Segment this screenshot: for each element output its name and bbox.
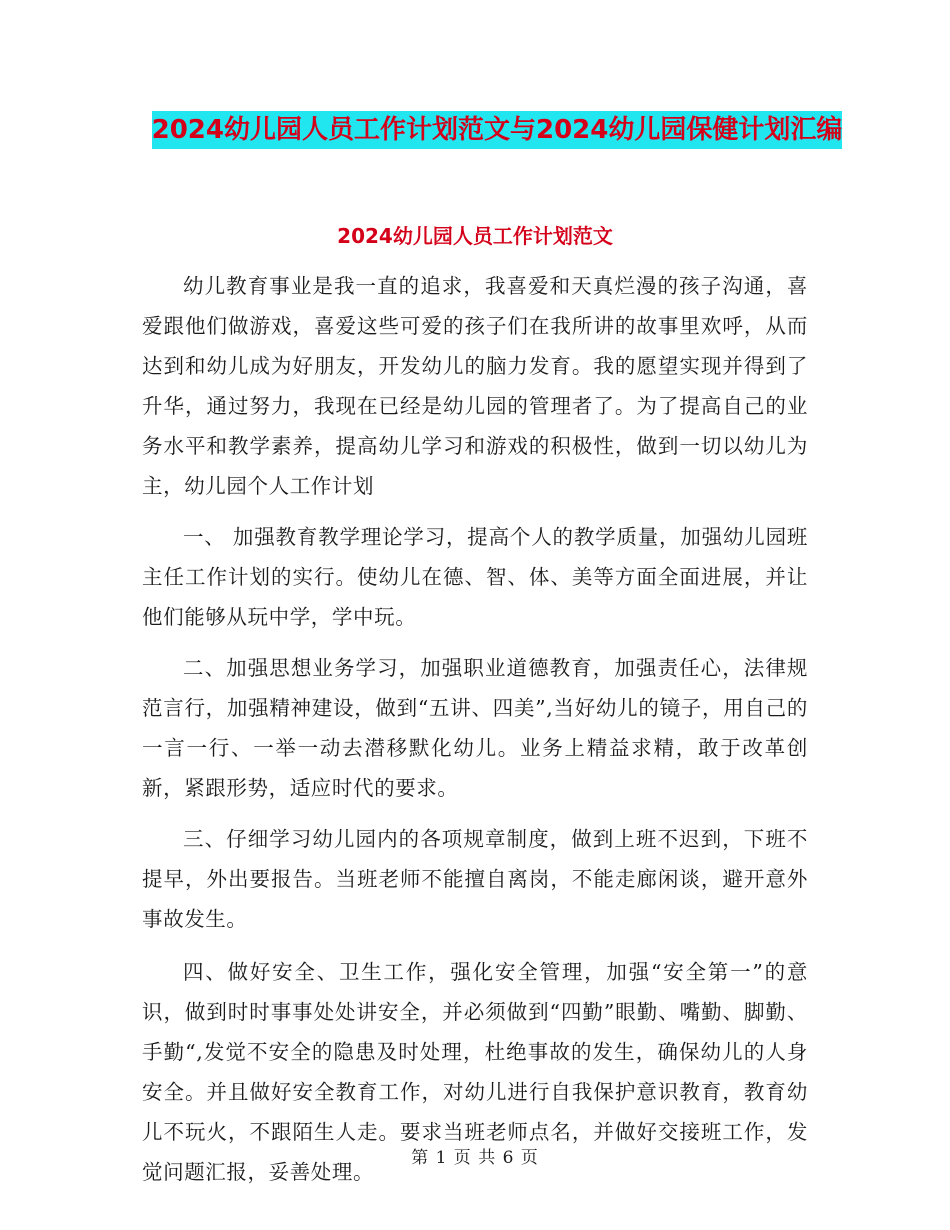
document-title (140, 106, 854, 154)
paragraph-item-2: 二、加强思想业务学习，加强职业道德教育，加强责任心，法律规范言行，加强精神建设，做到“五讲、四美”,当好幼儿的镜子，用自己的一言一行、一举一动去潜移默化幼儿。业务上精益求精，敢于改革创新，紧跟形势，适应时代的要求。 (142, 656, 808, 800)
paragraph-intro: 幼儿教育事业是我一直的追求，我喜爱和天真烂漫的孩子沟通，喜爱跟他们做游戏，喜爱这些可爱的孩子们在我所讲的故事里欢呼，从而达到和幼儿成为好朋友，开发幼儿的脑力发育。我的愿望实现并得到了升华，通过努力，我现在已经是幼儿园的管理者了。为了提高自己的业务水平和教学素养，提高幼儿学习和游戏的积极性，做到一切以幼儿为主，幼儿园个人工作计划 (142, 274, 808, 498)
page-number-footer: 第 1 页 共 6 页 (411, 1148, 539, 1168)
document-title-text: 2024幼儿园人员工作计划范文与2024幼儿园保健计划汇编 (152, 111, 843, 149)
paragraph-item-4: 四、做好安全、卫生工作，强化安全管理，加强“安全第一”的意识，做到时时事事处处讲安全，并必须做到“四勤”眼勤、嘴勤、脚勤、手勤“,发觉不安全的隐患及时处理，杜绝事故的发生，确保幼儿的人身安全。并且做好安全教育工作，对幼儿进行自我保护意识教育，教育幼儿不玩火，不跟陌生人走。要求当班老师点名，并做好交接班工作，发觉问题汇报，妥善处理。 (142, 960, 808, 1184)
paragraph-item-3: 三、仔细学习幼儿园内的各项规章制度，做到上班不迟到，下班不提早，外出要报告。当班老师不能擅自离岗，不能走廊闲谈，避开意外事故发生。 (142, 827, 808, 931)
document-body (142, 266, 808, 1192)
paragraph-item-1: 一、 加强教育教学理论学习，提高个人的教学质量，加强幼儿园班主任工作计划的实行。使幼儿在德、智、体、美等方面全面进展，并让他们能够从玩中学，学中玩。 (142, 525, 808, 629)
section-title: 2024幼儿园人员工作计划范文 (337, 224, 613, 248)
